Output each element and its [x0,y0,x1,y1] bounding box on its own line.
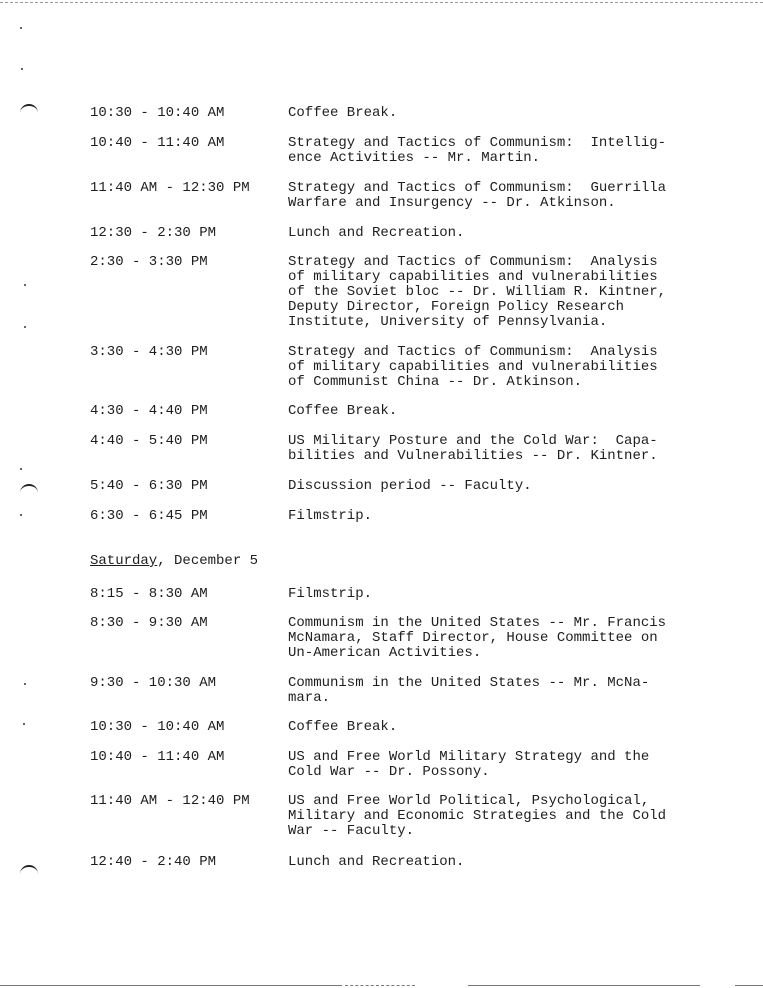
margin-speck [23,723,25,725]
entry-description-line: mara. [288,690,331,706]
entry-description-line: Military and Economic Strategies and the Cold [288,808,667,824]
margin-binder-mark [20,104,38,114]
entry-description-line: Cold War -- Dr. Possony. [288,764,490,780]
margin-speck [20,514,22,516]
entry-time: 10:30 - 10:40 AM [90,719,225,735]
top-edge-line [0,2,763,3]
entry-description-line: US and Free World Military Strategy and the [288,749,650,765]
entry-time: 9:30 - 10:30 AM [90,675,217,691]
entry-description-line: War -- Faculty. [288,823,415,839]
entry-description-line: Strategy and Tactics of Communism: Analysis [288,254,658,270]
entry-description-line: ence Activities -- Mr. Martin. [288,150,541,166]
entry-time: 6:30 - 6:45 PM [90,508,208,524]
entry-time: 3:30 - 4:30 PM [90,344,208,360]
entry-description-line: of the Soviet bloc -- Dr. William R. Kintner, [288,284,667,300]
entry-description-line: US and Free World Political, Psychological, [288,793,650,809]
entry-time: 10:40 - 11:40 AM [90,749,225,765]
margin-speck [21,68,23,70]
margin-speck [24,683,26,685]
entry-description-line: Communism in the United States -- Mr. Francis [288,615,667,631]
margin-speck [20,27,22,29]
entry-description-line: Strategy and Tactics of Communism: Analysis [288,344,658,360]
entry-description-line: Filmstrip. [288,586,373,602]
entry-description-line: Lunch and Recreation. [288,225,465,241]
entry-description-line: of military capabilities and vulnerabilities [288,359,658,375]
entry-description-line: Coffee Break. [288,719,398,735]
entry-time: 4:40 - 5:40 PM [90,433,208,449]
entry-description-line: Lunch and Recreation. [288,854,465,870]
entry-description-line: bilities and Vulnerabilities -- Dr. Kintner. [288,448,658,464]
entry-time: 11:40 AM - 12:30 PM [90,180,250,196]
entry-description-line: Institute, University of Pennsylvania. [288,314,608,330]
entry-description-line: McNamara, Staff Director, House Committee on [288,630,658,646]
entry-time: 8:30 - 9:30 AM [90,615,208,631]
margin-speck [24,284,26,286]
margin-speck [20,468,22,470]
entry-description-line: Warfare and Insurgency -- Dr. Atkinson. [288,195,616,211]
day-date: , December 5 [157,553,259,569]
entry-time: 10:30 - 10:40 AM [90,105,225,121]
day-name: Saturday [90,553,158,569]
entry-description-line: Discussion period -- Faculty. [288,478,532,494]
entry-description-line: Un-American Activities. [288,645,482,661]
entry-time: 12:40 - 2:40 PM [90,854,217,870]
entry-time: 5:40 - 6:30 PM [90,478,208,494]
margin-speck [24,326,26,328]
entry-time: 10:40 - 11:40 AM [90,135,225,151]
margin-binder-mark [20,484,38,494]
entry-description-line: Coffee Break. [288,105,398,121]
entry-time: 11:40 AM - 12:40 PM [90,793,250,809]
entry-time: 2:30 - 3:30 PM [90,254,208,270]
entry-time: 12:30 - 2:30 PM [90,225,217,241]
entry-description-line: US Military Posture and the Cold War: Capa- [288,433,658,449]
entry-time: 8:15 - 8:30 AM [90,586,208,602]
margin-binder-mark [20,865,38,875]
entry-description-line: Deputy Director, Foreign Policy Research [288,299,625,315]
day-heading [90,554,258,569]
entry-description-line: Coffee Break. [288,403,398,419]
entry-description-line: Strategy and Tactics of Communism: Intellig- [288,135,667,151]
entry-description-line: Filmstrip. [288,508,373,524]
bottom-edge-line [0,985,763,986]
entry-description-line: of Communist China -- Dr. Atkinson. [288,374,583,390]
entry-description-line: Communism in the United States -- Mr. McNa- [288,675,650,691]
entry-time: 4:30 - 4:40 PM [90,403,208,419]
entry-description-line: of military capabilities and vulnerabilities [288,269,658,285]
entry-description-line: Strategy and Tactics of Communism: Guerrilla [288,180,667,196]
